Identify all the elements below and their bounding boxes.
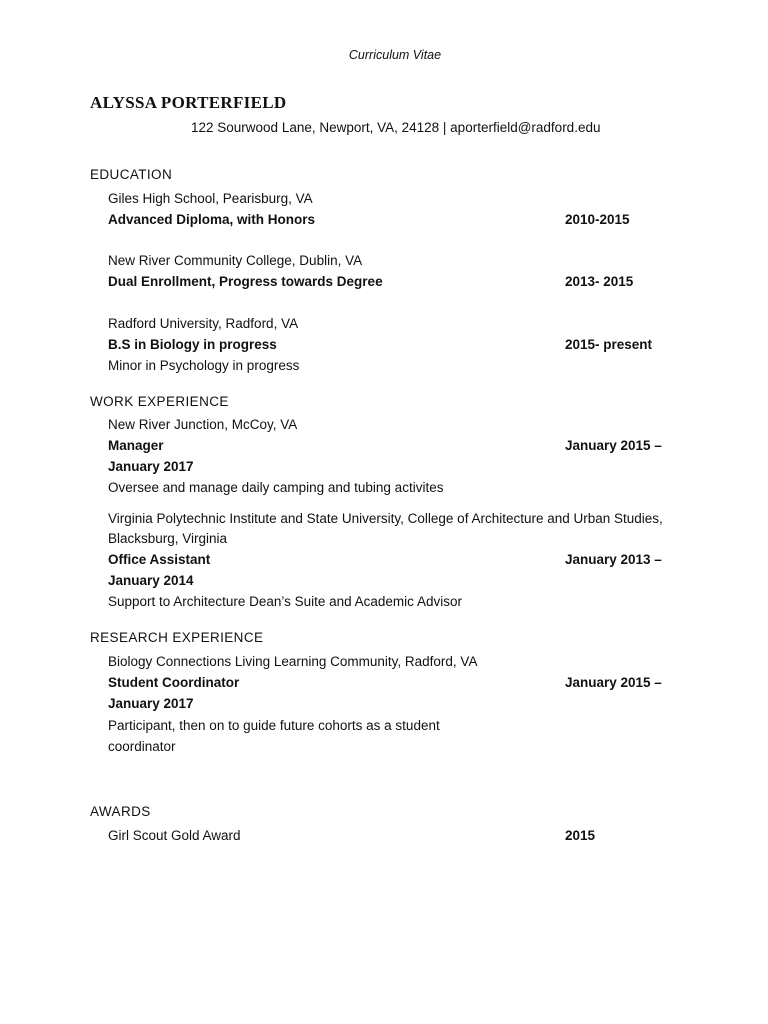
contact-line: 122 Sourwood Lane, Newport, VA, 24128 | aporterfield@radford.edu xyxy=(191,120,601,135)
document-header: Curriculum Vitae xyxy=(348,48,442,62)
work-date-end: January 2017 xyxy=(108,459,194,474)
research-organization: Biology Connections Living Learning Community, Radford, VA xyxy=(108,654,478,669)
education-institution: Radford University, Radford, VA xyxy=(108,316,299,331)
award-year: 2015 xyxy=(565,828,596,843)
education-credential: Advanced Diploma, with Honors xyxy=(108,212,316,227)
award-title: Girl Scout Gold Award xyxy=(108,828,241,843)
research-date-start: January 2015 – xyxy=(565,675,662,690)
education-institution: New River Community College, Dublin, VA xyxy=(108,253,363,268)
work-description: Oversee and manage daily camping and tubing activites xyxy=(108,480,444,495)
education-credential: Dual Enrollment, Progress towards Degree xyxy=(108,274,383,289)
section-heading-research: RESEARCH EXPERIENCE xyxy=(90,630,264,645)
work-position: Manager xyxy=(108,438,164,453)
work-employer: Virginia Polytechnic Institute and State University, College of Architecture and Urban Studies, xyxy=(108,511,663,526)
research-description: Participant, then on to guide future cohorts as a student coordinator xyxy=(108,718,440,754)
work-position: Office Assistant xyxy=(108,552,211,567)
research-date-end: January 2017 xyxy=(108,696,194,711)
education-institution: Giles High School, Pearisburg, VA xyxy=(108,191,313,206)
work-date-start: January 2013 – xyxy=(565,552,662,567)
work-date-start: January 2015 – xyxy=(565,438,662,453)
section-heading-education: EDUCATION xyxy=(90,167,173,182)
research-position: Student Coordinator xyxy=(108,675,240,690)
applicant-name: ALYSSA PORTERFIELD xyxy=(90,93,287,112)
education-note: Minor in Psychology in progress xyxy=(108,358,300,373)
work-date-end: January 2014 xyxy=(108,573,194,588)
section-heading-work: WORK EXPERIENCE xyxy=(90,394,229,409)
work-employer-location: Blacksburg, Virginia xyxy=(108,531,228,546)
education-dates: 2013- 2015 xyxy=(565,274,634,289)
section-heading-awards: AWARDS xyxy=(90,804,151,819)
education-dates: 2015- present xyxy=(565,337,653,352)
work-employer: New River Junction, McCoy, VA xyxy=(108,417,298,432)
education-credential: B.S in Biology in progress xyxy=(108,337,277,352)
education-dates: 2010-2015 xyxy=(565,212,630,227)
work-description: Support to Architecture Dean’s Suite and Academic Advisor xyxy=(108,594,462,609)
